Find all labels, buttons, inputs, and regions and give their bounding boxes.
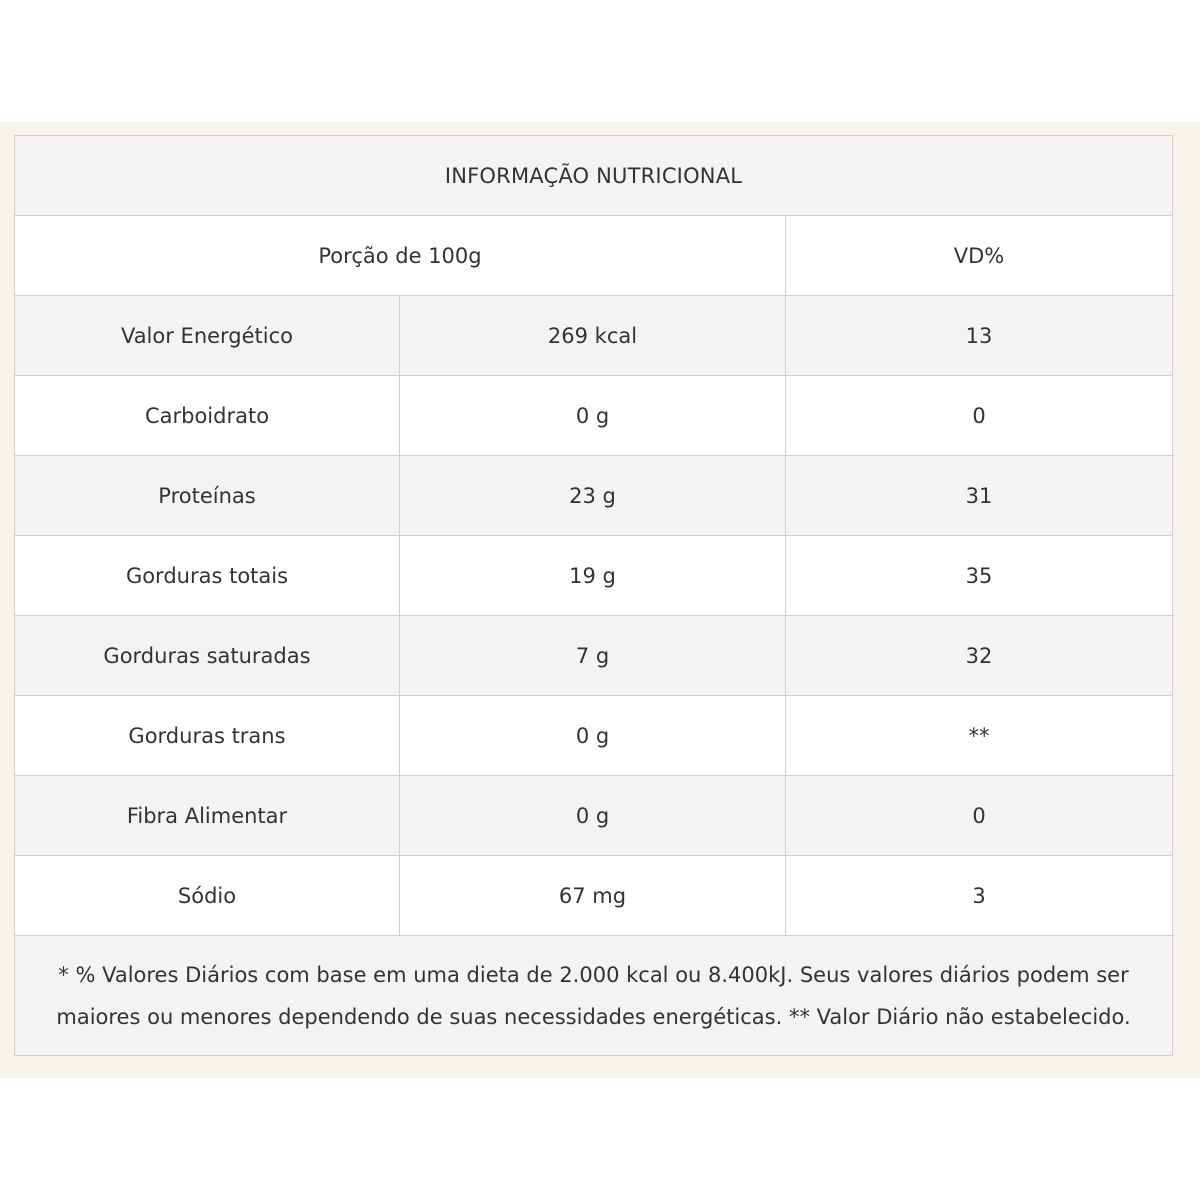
nutrient-name: Proteínas — [15, 456, 400, 536]
nutrient-amount: 0 g — [400, 696, 786, 776]
table-row — [15, 456, 1173, 536]
dv-header: VD% — [786, 216, 1173, 296]
table-title: INFORMAÇÃO NUTRICIONAL — [15, 136, 1173, 216]
nutrient-amount: 0 g — [400, 376, 786, 456]
nutrition-table — [14, 135, 1173, 1056]
table-row — [15, 296, 1173, 376]
nutrient-amount: 67 mg — [400, 856, 786, 936]
nutrient-dv: 13 — [786, 296, 1173, 376]
table-row — [15, 856, 1173, 936]
table-row — [15, 376, 1173, 456]
nutrient-name: Gorduras totais — [15, 536, 400, 616]
nutrient-name: Sódio — [15, 856, 400, 936]
table-row — [15, 696, 1173, 776]
nutrient-name: Gorduras saturadas — [15, 616, 400, 696]
nutrient-amount: 269 kcal — [400, 296, 786, 376]
table-row — [15, 616, 1173, 696]
footnote-text: * % Valores Diários com base em uma dieta de 2.000 kcal ou 8.400kJ. Seus valores diários podem ser maiores ou menores dependendo de suas necessidades energéticas. ** Valor Diário não estabelecido. — [15, 936, 1173, 1056]
nutrient-dv: 3 — [786, 856, 1173, 936]
nutrient-name: Fibra Alimentar — [15, 776, 400, 856]
portion-header: Porção de 100g — [15, 216, 786, 296]
table-header-row — [15, 216, 1173, 296]
nutrient-dv: 31 — [786, 456, 1173, 536]
nutrient-dv: 35 — [786, 536, 1173, 616]
nutrient-dv: 32 — [786, 616, 1173, 696]
nutrient-dv: 0 — [786, 776, 1173, 856]
nutrient-amount: 7 g — [400, 616, 786, 696]
nutrient-name: Carboidrato — [15, 376, 400, 456]
table-title-row — [15, 136, 1173, 216]
table-row — [15, 776, 1173, 856]
footnote-row — [15, 936, 1173, 1056]
nutrient-name: Valor Energético — [15, 296, 400, 376]
nutrient-dv: 0 — [786, 376, 1173, 456]
nutrient-amount: 0 g — [400, 776, 786, 856]
nutrient-amount: 23 g — [400, 456, 786, 536]
nutrient-amount: 19 g — [400, 536, 786, 616]
nutrient-name: Gorduras trans — [15, 696, 400, 776]
nutrient-dv: ** — [786, 696, 1173, 776]
table-row — [15, 536, 1173, 616]
